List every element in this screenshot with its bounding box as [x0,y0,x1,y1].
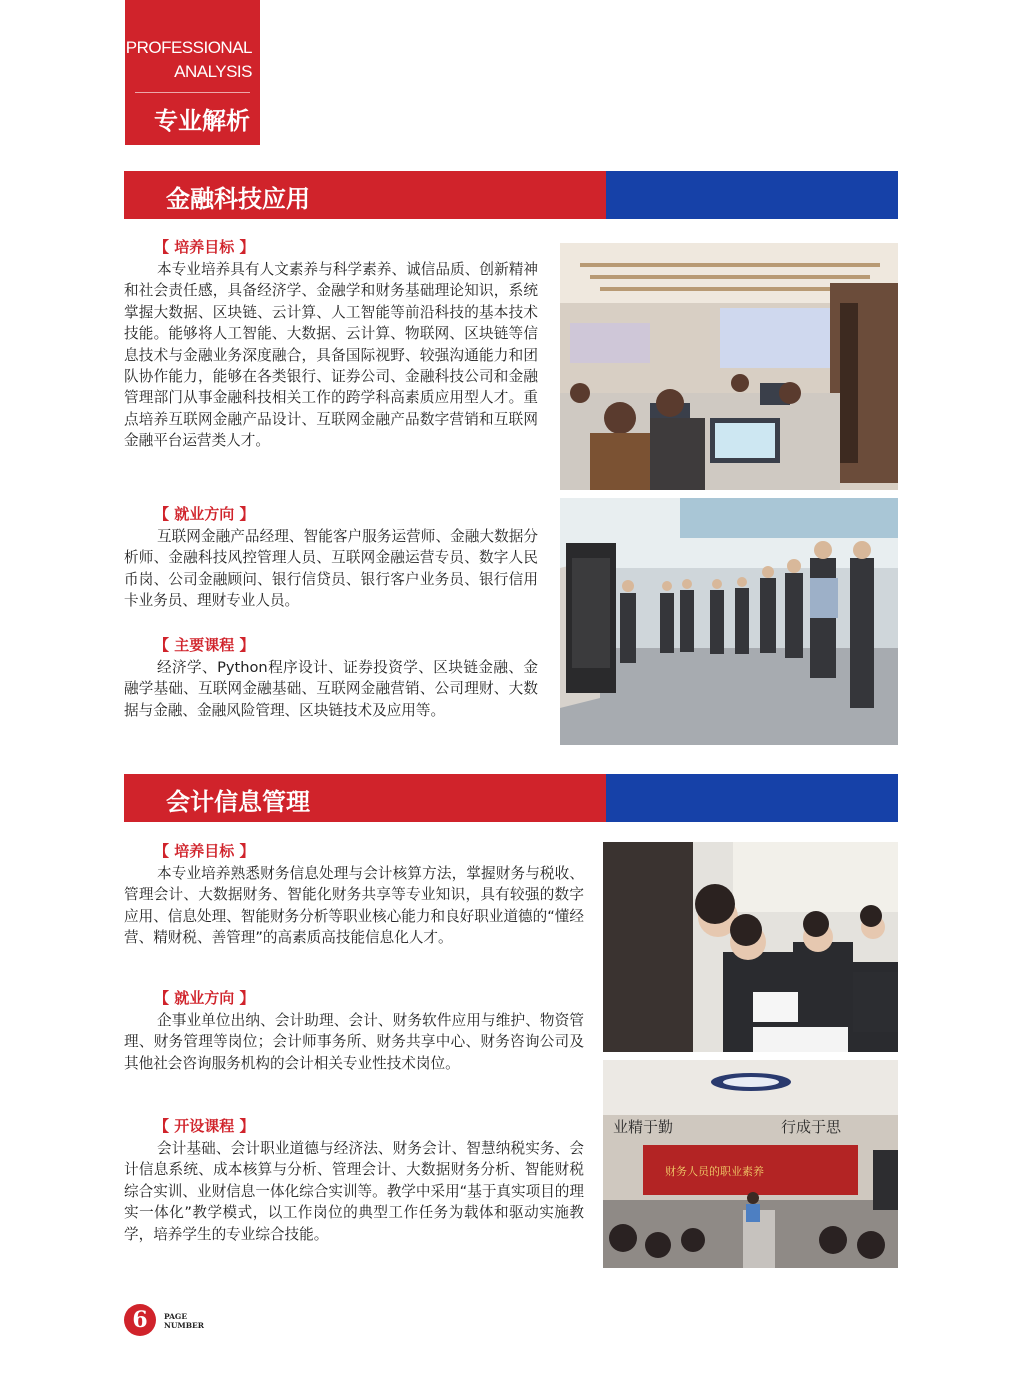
section1-text-block-2 [124,503,538,612]
block-paragraph: 本专业培养熟悉财务信息处理与会计核算方法，掌握财务与税收、管理会计、大数据财务、智能化财务共享等专业知识，具有较强的数字应用、信息处理、智能财务分析等职业核心能力和良好职业道德的“懂经营、精财税、善管理”的高素质高技能信息化人才。 [124,865,584,947]
photo-lecture-hall [603,1060,898,1268]
block-heading: 【 开设课程 】 [154,1117,255,1135]
section-title: 会计信息管理 [166,788,310,816]
photo-exhibition-hall [560,498,898,745]
tag-english-line2: ANALYSIS [174,62,252,81]
block-heading: 【 培养目标 】 [154,238,255,256]
section2-text-block-1 [124,840,584,949]
tag-chinese-title: 专业解析 [154,107,250,135]
section-tag [125,0,260,145]
section-title-bar-2 [124,774,898,822]
block-paragraph: 企事业单位出纳、会计助理、会计、财务软件应用与维护、物资管理、财务管理等岗位；会计师事务所、财务共享中心、财务咨询公司及其他社会咨询服务机构的会计相关专业性技术岗位。 [124,1012,584,1072]
screen-title: 财务人员的职业素养 [665,1165,764,1178]
block-paragraph: 互联网金融产品经理、智能客户服务运营师、金融大数据分析师、金融科技风控管理人员、互联网金融运营专员、数字人民币岗、公司金融顾问、银行信贷员、银行客户业务员、银行信用卡业务员、理财专业人员。 [124,528,538,610]
block-heading: 【 就业方向 】 [154,989,255,1007]
block-heading: 【 就业方向 】 [154,505,255,523]
page-number-badge: 6 [124,1304,156,1336]
block-paragraph: 会计基础、会计职业道德与经济法、财务会计、智慧纳税实务、会计信息系统、成本核算与分析、管理会计、大数据财务分析、智能财税综合实训、业财信息一体化综合实训等。教学中采用“基于真实项目的理实一体化”教学模式，以工作岗位的典型工作任务为载体和驱动实施教学，培养学生的专业综合技能。 [124,1140,584,1243]
wall-calligraphy-left: 业精于勤 [613,1118,674,1136]
block-heading: 【 培养目标 】 [154,842,255,860]
photo-computer-lab [560,243,898,490]
page-number-label: PAGE NUMBER [164,1312,204,1330]
section-title: 金融科技应用 [166,185,310,213]
block-heading: 【 主要课程 】 [154,636,255,654]
section1-text-block-1 [124,236,538,452]
tag-english-line1: PROFESSIONAL [125,38,252,57]
tag-divider [135,92,250,93]
block-paragraph: 本专业培养具有人文素养与科学素养、诚信品质、创新精神和社会责任感，具备经济学、金融学和财务基础理论知识，系统掌握大数据、区块链、云计算、人工智能等前沿科技的基本技术技能。能够将人工智能、大数据、云计算、物联网、区块链等信息技术与金融业务深度融合，具备国际视野、较强沟通能力和团队协作能力，能够在各类银行、证券公司、金融科技公司和金融管理部门从事金融科技相关工作的跨学科高素质应用型人才。重点培养互联网金融产品设计、互联网金融产品数字营销和互联网金融平台运营类人才。 [124,261,538,450]
photo-accounting-lab [603,842,898,1052]
section2-text-block-3 [124,1115,584,1245]
section1-text-block-3 [124,634,538,721]
section-title-bar-1 [124,171,898,219]
block-paragraph: 经济学、Python程序设计、证券投资学、区块链金融、金融学基础、互联网金融基础、互联网金融营销、公司理财、大数据与金融、金融风险管理、区块链技术及应用等。 [124,659,538,719]
section2-text-block-2 [124,987,584,1074]
wall-calligraphy-right: 行成于思 [781,1118,842,1136]
